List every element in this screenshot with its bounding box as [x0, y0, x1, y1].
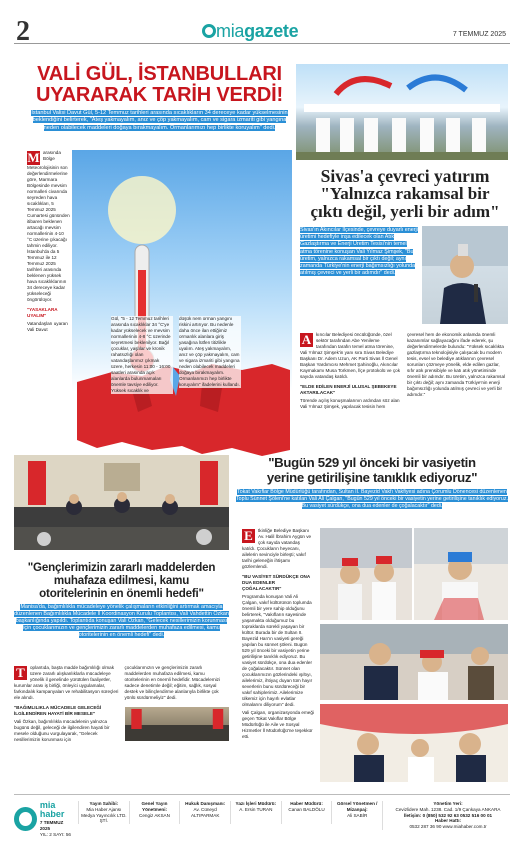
- story2-lead: Sivas'ın Akıncılar İlçesinde, çevreye duyarlı enerji üretimi hedefiyle inşa edilecek olan Atık Gazlaştırma ve Enerji Üretim Tesisi'nin temel atma törenine konuşan Vali Yılmaz Şimşek, "Bu üretim, yalnızca rakamsal bir çıktı değil; aynı zamanda Türkiye'nin enerji bağımsızlığı yolunda atılmış çevreci ve yerli bir adımdır" dedi.: [300, 227, 418, 277]
- credit-col: Haber Müdürü: Canan BALDÖLU: [281, 801, 332, 824]
- page-number: 2: [16, 16, 30, 47]
- story2-col2: çevresel hem de ekonomik anlamda önemli kazanımlar sağlayacağını ifade ederek, şu değerlendirmelerde bulundu: "Yüksek sıcaklıkta gazlaştırma teknolojisiyle çalışacak bu modern tesis, evsel ve belediye atıklarının çevresel sorunları çözmeye yönelik, elde edilen gazlar, sıfır atık prensibiyle ve katı atık yönetiminde önemli bir adımdır. Bu üretim, yalnızca rakamsal bir çıktı değil; aynı zamanda Türkiye'nin enerji bağımsızlığı yolunda atılmış çevreci ve yerli bir adımdır.": [407, 332, 506, 397]
- story1-col3: düşük nem orman yangını riskini artırıyor. Bu nedenle daha önce ilan ettiğimiz ormanlık alanlara giriş yasağına lütfen titizlikle uyalım. Ateş yakmayalım, anız ve çöp yakmayalım, cam ve sigara izmariti gibi yangına neden olabilecek maddeleri doğaya bırakmayalım. Ormanlarımızı hep birlikte koruyalım" ifadelerini kullandı.: [179, 316, 240, 387]
- istanbul-heat-map-image: [72, 150, 292, 472]
- footer-logo: mia haber 7 TEMMUZ 2025 YIL: 2 SAYI: 56: [14, 801, 72, 837]
- headline: Sivas'a çevreci yatırım "Yalnızca rakamsal bir çıktı değil, yerli bir adım": [310, 166, 500, 221]
- manisa-meeting-photo: [14, 455, 229, 550]
- credit-col: Yazı İşleri Müdürü: A. Ersin TURAN: [230, 801, 281, 824]
- governor-speech-photo: [422, 226, 508, 324]
- story1-col1: M arasında Bölge Meteorolojisinin son değerlendirmelerine göre, Marmara Bölgesinde mevsim normalleri civarında seyreden hava sıcaklıkları, 5 Temmuz 2025 Cumartesi gününden itibaren beklenen artacağı mevsim normallerinin 4-10 °C üzerine çıkacağı tahmin ediliyor. İstanbul'da da 5 Temmuz ile 12 Temmuz 2025 tarihleri arasında beklenen yüksek hava sıcaklıklarının 34 dereceye kadar yükseleceği öngörülüyor. "YASAKLARA UYALIM" Vatandaşları uyaran Vali Davut: [27, 150, 70, 332]
- logo-ring-icon: [14, 807, 37, 831]
- credit-col: Yayın Sahibi: Mia Haber Ajansı Medya Yayıncılık LTD. ŞTİ.: [78, 801, 129, 824]
- masthead-logo[interactable]: [202, 20, 298, 43]
- manisa-meeting-photo-2: [125, 707, 230, 741]
- tokat-governor-child-photo: [320, 624, 508, 700]
- headline: "Bugün 529 yıl önceki bir vasiyetin yerine getirilişine tanıklık ediyoruz": [266, 455, 478, 485]
- story-lead: İstanbul Valisi Davut Gül, 5-12 Temmuz tarihleri arasında sıcaklıkların 34 dereceye kadar yükselmesinin beklendiğini belirterek, "Ateş yakmayalım, anız ve çöp yakmayalım, cam ve sigara izmariti gibi yangına neden olabilecek maddeleri doğaya bırakmayalım. Ormanlarımızı hep birlikte koruyalım" dedi.: [31, 110, 288, 131]
- story-lead: Tokat Vakıflar Bölge Müdürlüğü tarafından, Sultan II. Bayezid Vakfı Vakfiyesi adına Çorumlu Dönencesi düzenlenen Toplu Sünnet Şöleni'ne katılan Vali Ali Çalgan, "Bugün 529 yıl önceki bir vasiyetin yerine getirilişine tanıklık ediyoruz. Bu vasiyet sürdükçe, ona dua edenler de çoğalacaktır" dedi.: [236, 489, 508, 509]
- headline: VALİ GÜL, İSTANBULLARI UYARARAK TARİH VERDİ!: [36, 63, 283, 106]
- story3-body: [14, 665, 229, 743]
- imprint-footer: [14, 794, 510, 846]
- logo-circle-icon: [202, 24, 216, 38]
- sivas-ceremony-photo: [296, 64, 508, 160]
- tokat-children-photo-1: [320, 528, 412, 620]
- story-istanbul-heat: [27, 64, 292, 474]
- credit-col: Hukuk Danışmanı: Av. Cüneyd ALTIPARMAK: [179, 801, 230, 824]
- story3-col1: T oplantıda, başta madde bağımlılığı olmak üzere zararlı alışkanlıklarla mücadeleye yönelik il genelinde yürütülen faaliyetler, kurumlar arası iş birliği, önleyici uygulamalar, farkındalık kampanyaları ve rehabilitasyon süreçleri ele alındı. "BAĞIMLILIKLA MÜCADELE GELECEĞİ İLGİLENDİREN HAYATİ BİR MESELE" Vali Özkan, bağımlılıkla mücadelenin yalnızca bugünü değil, geleceği de ilgilendiren hayati bir mesele olduğunu vurgulayarak, "Gelecek nesillerimizin korunması için: [14, 665, 119, 742]
- page-header: [14, 16, 510, 47]
- logo-main: gazete: [244, 21, 299, 41]
- story-lead: Manisa'da, bağımlılıkla mücadeleye yönelik çalışmaların etkinliğini artırmak amacıyla düzenlenen Bağımlılıkla Mücadele İl Koordinasyon Kurulu Toplantısı, Vali Vahdettin Özkan başkanlığında yapıldı. Toplantıda konuşan Vali Özkan, "Gelecek nesillerimizin korunması için çocuklarımızın ve gençlerimizin zararlı maddelerden muhafaza edilmesi, kamu otoritelerinin en önemli hedefi" dedi.: [14, 604, 229, 638]
- map-illustration: [72, 150, 292, 472]
- story4-col1: E tkinliğe Belediye Başkanı Av. Halil İbrahim Aygün ve çok sayıda vatandaş katıldı. Çocukların heyecanı, ailelerin sevinciyle birleşti; vakıf tarihi geleneğin ihtişamı gözlemlendi. "BU VASİYET SÜRDÜKÇE ONA DUA EDENLER ÇOĞALACAKTIR" Programda konuşan Vali Ali Çalgan, vakıf kültürünün toplumda önemli bir yere sahip olduğunu belirterek, "Vakıfların sayesinde yaşamakta olduğumuz bu topraklarda sürekli yaşayan bir kültür. Burada bir de Sultan II. Bayezid Han'ın vasiyeti gereği yapılan bu sünnet şöleni. Bugün 529 yıl önceki bir vasiyetin yerine getirilişine tanıklık ediyoruz. Bu vasiyet sürdükçe, ona dua edenler de çoğalacaktır. Sünnet olan çocuklarımızın gözlerindeki ışıltıyı, ailelerimiz, ihtiyaç duyan tüm hayır severlerin bunu sürdüreceği bir vakıf sahiplerimiz. Ailelerimize ülkemiz için hayırlı evlatlar olmalarını diliyorum" dedi. Vali Çalgan, organizasyonda emeği geçen Tokat Vakıflar Bölge Müdürlüğü ile Aile ve Sosyal Hizmetler İl Müdürlüğü'ne teşekkür etti.: [242, 528, 314, 739]
- story2-col1: A kıncılar Belediyesi öncülüğünde, özel sektör tarafından Abe Yenileme tarafından tarafın temel atma törenine, Vali Yılmaz Şimşek'in yanı sıra Sivas Belediye Başkanı Dr. Adem Uzun, AK Parti Sivas İl Genel Başkan Yardımcısı Mehmet Şahinoğlu, Akıncılar Kaymakamı Musa Torkmen, İlçe protokolü ve çok sayıda vatandaş katıldı. "ELDE EDİLEN ENERJİ ULUSAL ŞEBEKEYE AKTARILACAK" Törende açılış konuşmalarının ardından söz alan Vali Yılmaz Şimşek, yapılacak tesisin hem: [300, 332, 400, 409]
- tokat-children-photo-2: [414, 528, 508, 620]
- story2-body: [300, 332, 508, 410]
- tokat-tent-photo: [320, 704, 508, 782]
- logo-prefix: mia: [216, 21, 245, 41]
- website-link[interactable]: 0532 287 36 90 www.miahaber.com.tr: [409, 824, 487, 830]
- footer-credits: [78, 801, 382, 824]
- headline: "Gençlerimizin zararlı maddelerden muhafaza edilmesi, kamu otoritelerinin en önemli hedefi": [27, 561, 216, 600]
- issue-date: 7 TEMMUZ 2025: [452, 31, 506, 38]
- story-tokat-circumcision: [236, 455, 508, 510]
- story-sivas-investment: [300, 167, 510, 221]
- story-manisa-addiction: [14, 561, 229, 639]
- story3-col2: çocuklarımızın ve gençlerimizin zararlı maddelerden muhafaza edilmesi, kamu otoritelerinin en önemli hedefidir. Mücadelemizi sadece denetimle değil; eğitim, sağlık, sosyal destek ve bilinçlendirme alanlarıyla birlikte çok yönlü sürdürmeliyiz" dedi.: [125, 665, 230, 743]
- story1-col2: Gül, "5 - 12 Temmuz tarihleri arasında sıcaklıklar 34 °C'ye kadar yükselecek ve mevsim normallerinin 4-8 °C üzerinde seyretmesi beklenilyor. Bağıl çocuklar, yaşlılar ve kronik rahatsızlığı olan vatandaşlarımız çıkmak üzere, herkesin 11:00 - 16:00 saatleri arasında açık alanlarda bulunmamaları önemle tavsiye ediliyor. Yüksek sıcaklık ve: [111, 316, 173, 394]
- footer-address: Yönetim Yeri: Cevizlidere Mah. 1238. Cad. 1/9 Çankaya ANKARA İletişim: 0 (850) 532 92 63 0532 516 00 01 Haber Hattı: 0532 287 36 90 www.miahaber.com.tr: [382, 801, 510, 830]
- credit-col: Genel Yayın Yönetmeni: Cengiz AKSAN: [129, 801, 180, 824]
- credit-col: Görsel Yönetmen / Mizanpaj: Ali SABİR: [331, 801, 382, 824]
